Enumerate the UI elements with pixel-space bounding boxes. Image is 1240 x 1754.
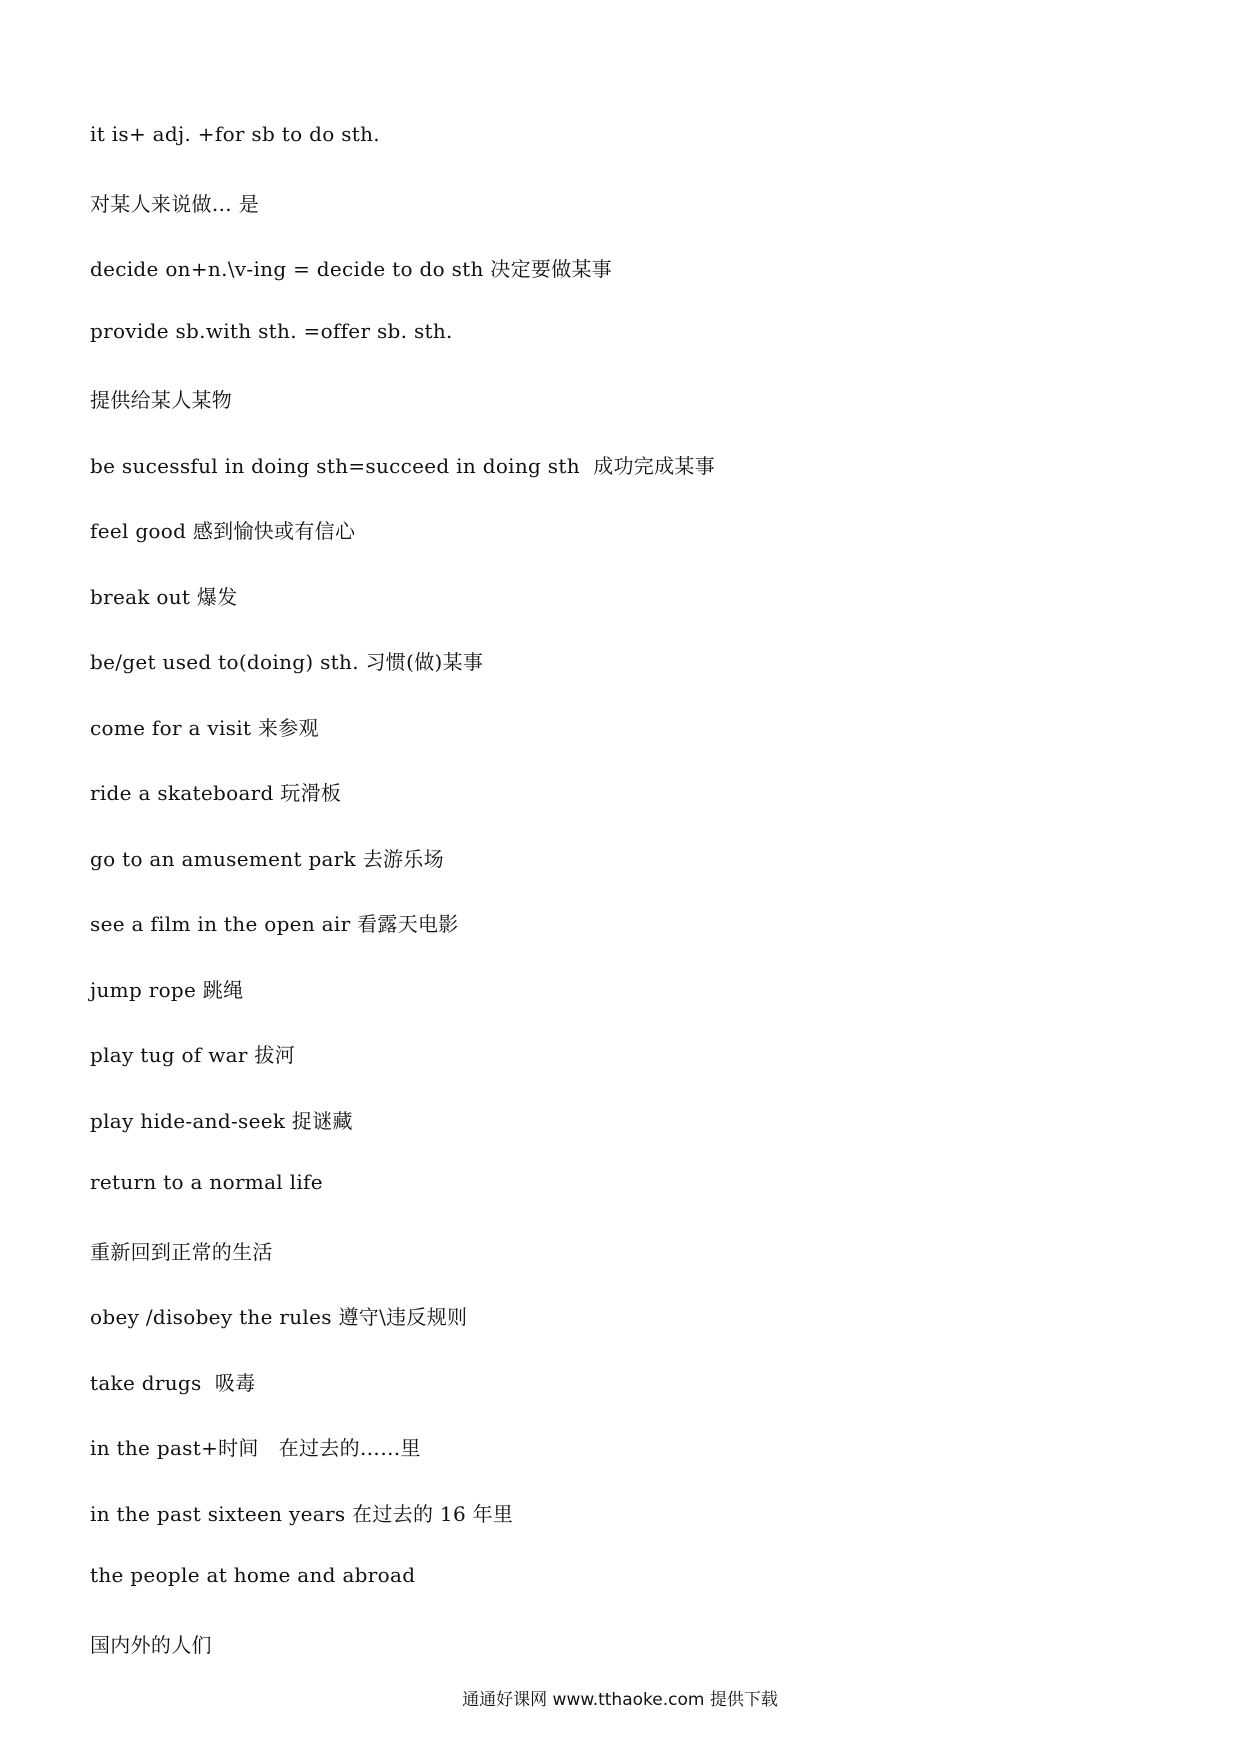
- text-line: the people at home and abroad: [90, 1563, 416, 1587]
- text-line: feel good 感到愉快或有信心: [90, 519, 356, 543]
- text-line: return to a normal life: [90, 1170, 323, 1194]
- text-line: decide on+n.\v-ing = decide to do sth 决定要做某事: [90, 257, 613, 281]
- text-line: take drugs 吸毒: [90, 1370, 256, 1395]
- text-line: 对某人来说做… 是: [90, 191, 260, 216]
- text-line: 提供给某人某物: [90, 388, 233, 412]
- text-line: 国内外的人们: [90, 1632, 212, 1657]
- text-line: go to an amusement park 去游乐场: [90, 846, 444, 871]
- text-line: see a film in the open air 看露天电影: [90, 912, 459, 936]
- page-footer: 通通好课网 www.tthaoke.com 提供下载: [462, 1690, 778, 1710]
- text-line: break out 爆发: [90, 584, 238, 609]
- phrase-list: [90, 122, 1150, 1694]
- text-line: be/get used to(doing) sth. 习惯(做)某事: [90, 650, 484, 674]
- text-line: in the past+时间 在过去的……里: [90, 1436, 421, 1460]
- text-line: be sucessful in doing sth=succeed in doing sth 成功完成某事: [90, 453, 715, 478]
- text-line: ride a skateboard 玩滑板: [90, 781, 342, 805]
- text-line: in the past sixteen years 在过去的 16 年里: [90, 1501, 514, 1526]
- text-line: it is+ adj. +for sb to do sth.: [90, 122, 380, 146]
- text-line: obey /disobey the rules 遵守\违反规则: [90, 1305, 468, 1329]
- text-line: play tug of war 拔河: [90, 1043, 296, 1067]
- text-line: 重新回到正常的生活: [90, 1239, 273, 1264]
- text-line: come for a visit 来参观: [90, 715, 319, 740]
- text-line: provide sb.with sth. =offer sb. sth.: [90, 318, 453, 343]
- text-line: jump rope 跳绳: [90, 977, 244, 1002]
- text-line: play hide-and-seek 捉谜藏: [90, 1108, 353, 1133]
